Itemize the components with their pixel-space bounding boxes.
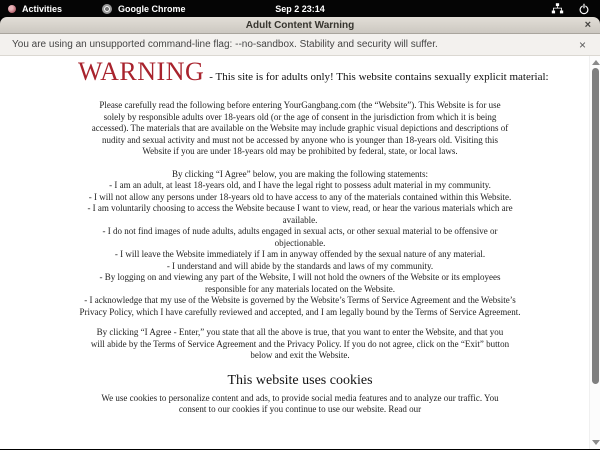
network-icon[interactable] [551, 3, 564, 14]
age-warning-content [78, 56, 549, 416]
statement-item: - I will not allow any persons under 18-years old to have access to any of the materials contained within this Website. [88, 191, 512, 202]
webpage-viewport [0, 56, 600, 449]
clock[interactable]: Sep 2 23:14 [275, 3, 325, 14]
statements-lead: By clicking “I Agree” below, you are making the following statements: [171, 168, 429, 179]
scroll-down-arrow-icon[interactable] [592, 440, 600, 445]
warning-subtitle: - This site is for adults only! This website contains sexually explicit material: [209, 71, 549, 83]
warning-heading [78, 57, 549, 91]
statements-block [78, 169, 522, 319]
statement-item: - I am an adult, at least 18-years old, and I have the legal right to possess adult material in my community. [109, 180, 491, 190]
gnome-top-bar [0, 0, 600, 17]
activities-button[interactable]: Activities [22, 3, 63, 14]
distro-logo-icon [8, 5, 16, 13]
chrome-icon [102, 4, 112, 14]
statement-item: - I understand and will abide by the standards and laws of my community. [166, 260, 434, 271]
infobar-close-icon[interactable]: × [578, 37, 586, 52]
agree-paragraph: By clicking “I Agree - Enter,” you state that all the above is true, that you want to enter the Website, and that you will abide by the Terms of Service Agreement and the Privacy Policy. If you do not agree, click on the “Exit” button below and exit the Website. [90, 327, 510, 360]
scrollbar[interactable] [589, 56, 600, 449]
cookies-heading: This website uses cookies [227, 372, 373, 388]
chrome-infobar [0, 34, 600, 56]
window-titlebar[interactable] [0, 17, 600, 34]
scroll-up-arrow-icon[interactable] [592, 60, 600, 65]
scrollbar-thumb[interactable] [592, 68, 599, 384]
statement-item: - I am voluntarily choosing to access the Website because I want to view, read, or hear the various materials which are available. [87, 203, 513, 225]
window-frame [0, 17, 600, 34]
infobar-message: You are using an unsupported command-line flag: --no-sandbox. Stability and security will suffer. [12, 39, 438, 50]
intro-paragraph: Please carefully read the following before entering YourGangbang.com (the “Website”). This Website is for use solely by responsible adults over 18-years old (or the age of consent in the jurisdiction from which it is being accessed). The materials that are available on the Website may include graphic visual depictions and descriptions of nudity and sexual activity and must not be accessed by anyone who is younger than 18-years old. Visiting this Website if you are under 18-years old may be prohibited by federal, state, or local laws. [91, 100, 509, 156]
warning-word: WARNING [78, 57, 205, 86]
statement-item: - I acknowledge that my use of the Website is governed by the Website’s Terms of Service Agreement and the Website’s Privacy Policy, which I have carefully reviewed and accepted, and I am legally bound by the Terms of Service Agreement. [79, 295, 521, 317]
window-title: Adult Content Warning [245, 19, 355, 31]
statement-item: - I do not find images of nude adults, adults engaged in sexual acts, or other sexual material to be offensive or objectionable. [102, 226, 498, 248]
window-close-icon[interactable]: × [584, 19, 591, 31]
app-menu-button[interactable]: Google Chrome [118, 3, 186, 14]
statement-item: - I will leave the Website immediately if I am in anyway offended by the sexual nature of any material. [114, 249, 486, 259]
cookies-paragraph: We use cookies to personalize content and ads, to provide social media features and to analyze our traffic. You consent to our cookies if you continue to use our website. Read our [101, 392, 499, 414]
statement-item: - By logging on and viewing any part of the Website, I will not hold the owners of the Website or its employees responsible for any materials located on the Website. [99, 272, 501, 294]
power-icon[interactable] [578, 3, 590, 15]
